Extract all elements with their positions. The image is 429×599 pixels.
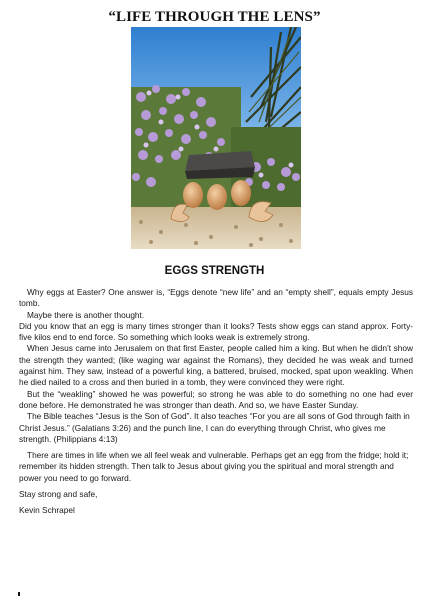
- document-title: “LIFE THROUGH THE LENS”: [108, 9, 321, 25]
- paragraph: Why eggs at Easter? One answer is, “Eggs denote “new life” and an “empty shell”, equals empty Jesus tomb.: [19, 287, 413, 309]
- signature: Kevin Schrapel: [19, 505, 75, 516]
- paragraph: Maybe there is another thought.: [27, 309, 145, 320]
- closing-line: Stay strong and safe,: [19, 489, 98, 500]
- paragraph: But the “weakling” showed he was powerful; so strong he was able to do something no one had ever done before. He demonstrated he was stronger than death. And so, we have Easter Sunday.: [19, 388, 413, 410]
- paragraph: Did you know that an egg is many times stronger than it looks? Tests show eggs can stand approx. Forty-five kilos end to end force. So something which looks weak is extremely strong.: [19, 320, 413, 343]
- section-heading: EGGS STRENGTH: [164, 265, 265, 277]
- text-cursor: [18, 592, 20, 596]
- article-body: [19, 287, 413, 517]
- paragraph: When Jesus came into Jerusalem on that first Easter, people called him a king. But when he didn’t show the strength they wanted; (like waging war against the Romans), they decided he was weak and turned against him. They saw, instead of a powerful king, a battered, bruised, mocked, spat upon weakling. When he died nailed to a cross and then buried in a tomb, they were convinced they were right.: [19, 343, 413, 388]
- paragraph: The Bible teaches “Jesus is the Son of God”. It also teaches “For you are all sons of God through faith in Christ Jesus.” (Galatians 3:26) and the punch line, I can do everything through Christ, who gives me strength. (Philippians 4:13): [19, 411, 410, 444]
- eggs-photo: [131, 27, 301, 249]
- paragraph: There are times in life when we all feel weak and vulnerable. Perhaps get an egg from the fridge; hold it; remember its hidden strength. Then talk to Jesus about giving you the spiritual and moral strength and power you need to go forward.: [19, 450, 409, 483]
